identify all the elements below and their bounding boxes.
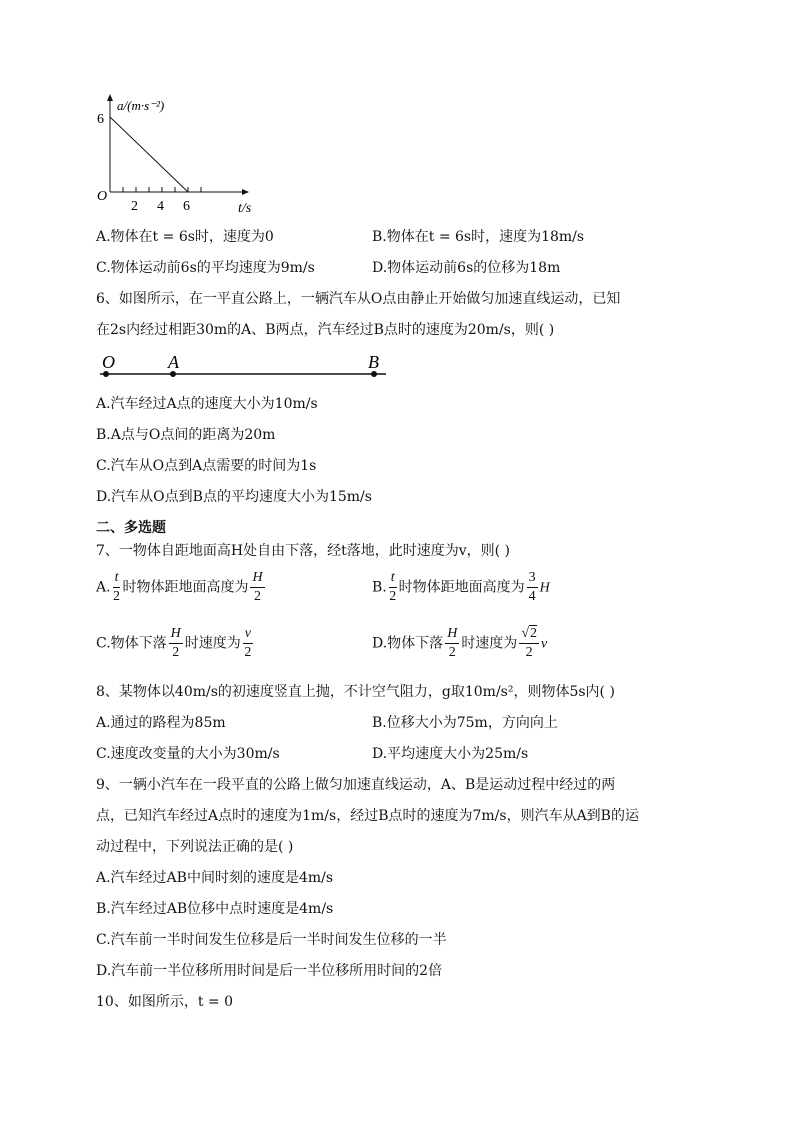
q7-option-a: A. $\frac{t}{2}$ 时物体距地面高度为 $\frac{H}{2}$ (96, 570, 263, 604)
q8-option-b: B.位移大小为75m，方向向上 (372, 715, 558, 731)
x-axis-label: t/s (238, 201, 252, 216)
x-tick-label: 4 (157, 199, 164, 214)
origin-label: O (97, 189, 108, 204)
road-diagram (98, 350, 398, 382)
q9-stem-line1: 9、一辆小汽车在一段平直的公路上做匀加速直线运动，A、B是运动过程中经过的两 (96, 777, 616, 793)
q7-option-d: D.物体下落 $\frac{H}{2}$ 时速度为 $\frac{√2}{2}$ v (372, 626, 548, 660)
q6-option-c: C.汽车从O点到A点需要的时间为1s (96, 458, 317, 474)
q9-option-c: C.汽车前一半时间发生位移是后一半时间发生位移的一半 (96, 932, 447, 948)
q7-option-b: B. $\frac{t}{2}$ 时物体距地面高度为 $\frac{3}{4}$ H (372, 570, 550, 604)
point-a-label: A (168, 352, 179, 372)
q5-option-a: A.物体在t = 6s时，速度为0 (96, 229, 274, 245)
q6-option-a: A.汽车经过A点的速度大小为10m/s (96, 396, 318, 412)
acceleration-time-graph (90, 92, 270, 217)
q5-option-b: B.物体在t = 6s时，速度为18m/s (372, 229, 585, 245)
q5-option-d: D.物体运动前6s的位移为18m (372, 260, 561, 276)
q9-option-b: B.汽车经过AB位移中点时速度是4m/s (96, 901, 334, 917)
q5-option-c: C.物体运动前6s的平均速度为9m/s (96, 260, 315, 276)
y-tick-label: 6 (97, 112, 104, 127)
q8-option-a: A.通过的路程为85m (96, 715, 226, 731)
q8-option-c: C.速度改变量的大小为30m/s (96, 746, 280, 762)
x-tick-label: 2 (131, 199, 138, 214)
q6-option-d: D.汽车从O点到B点的平均速度大小为15m/s (96, 489, 372, 505)
q7-option-c: C.物体下落 $\frac{H}{2}$ 时速度为 $\frac{v}{2}$ (96, 626, 252, 660)
section-heading: 二、多选题 (96, 520, 166, 536)
q6-option-b: B.A点与O点间的距离为20m (96, 427, 276, 443)
point-o-label: O (102, 352, 115, 372)
q9-stem-line3: 动过程中，下列说法正确的是( ) (96, 839, 294, 855)
q9-option-d: D.汽车前一半位移所用时间是后一半位移所用时间的2倍 (96, 963, 443, 979)
q7-stem: 7、一物体自距地面高H处自由下落，经t落地，此时速度为v，则( ) (96, 543, 511, 559)
q8-stem: 8、某物体以40m/s的初速度竖直上抛，不计空气阻力，g取10m/s²，则物体5s内( ) (96, 684, 615, 700)
acceleration-line (110, 117, 188, 192)
y-axis-label: a/(m·s⁻²) (117, 98, 165, 113)
q9-option-a: A.汽车经过AB中间时刻的速度是4m/s (96, 870, 334, 886)
q6-stem-line1: 6、如图所示，在一平直公路上，一辆汽车从O点由静止开始做匀加速直线运动，已知 (96, 291, 621, 307)
x-tick-label: 6 (183, 199, 190, 214)
q10-stem: 10、如图所示，t = 0 (96, 994, 233, 1010)
q8-option-d: D.平均速度大小为25m/s (372, 746, 529, 762)
q6-stem-line2: 在2s内经过相距30m的A、B两点，汽车经过B点时的速度为20m/s，则( ) (96, 322, 555, 338)
point-b-label: B (368, 352, 379, 372)
q9-stem-line2: 点，已知汽车经过A点时的速度为1m/s，经过B点时的速度为7m/s，则汽车从A到B的运 (96, 808, 639, 824)
